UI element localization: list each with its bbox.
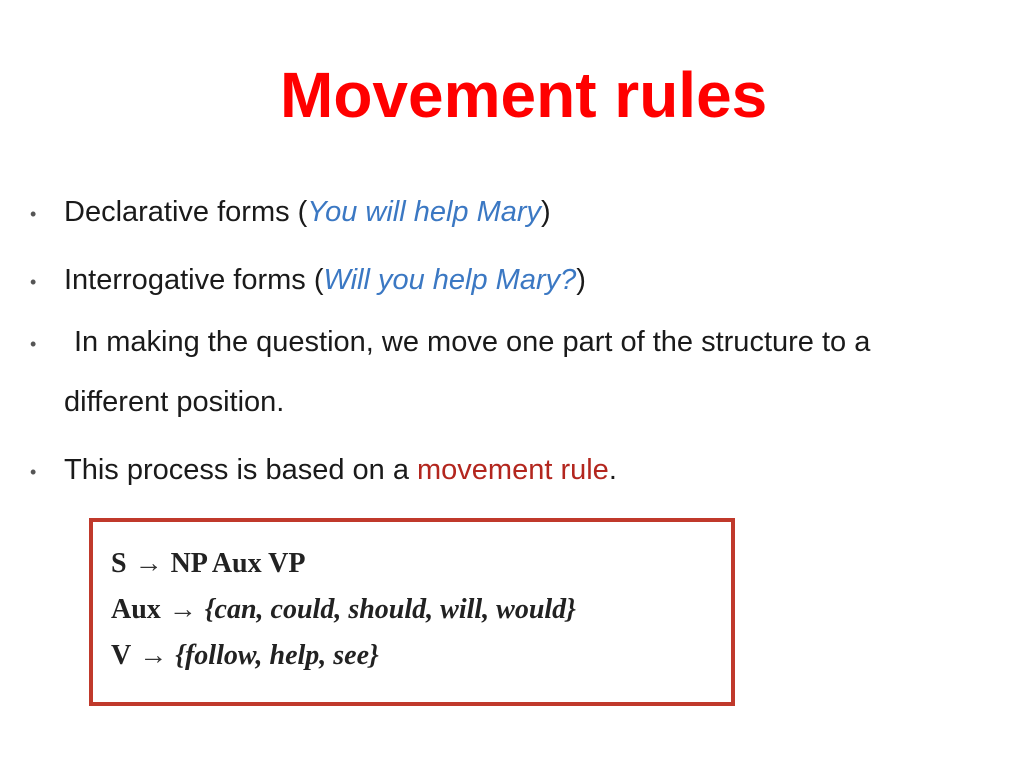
bullet-text-line1: In making the question, we move one part of the structure to a [74,326,871,358]
rule-v [111,640,379,672]
rule-rhs: NP Aux VP [170,548,306,579]
rule-lhs: S [111,548,127,579]
rule-rhs: {follow, help, see} [175,640,379,671]
rule-aux [111,594,576,626]
rule-rhs: {can, could, should, will, would} [204,594,576,625]
bullet-text-after: ) [576,264,586,296]
bullet-text-after: ) [541,196,551,228]
movement-rule-term: movement rule [417,454,609,486]
bullet-text-line2: different position. [64,386,285,418]
bullet-dot: • [30,272,37,292]
rule-lhs: Aux [111,594,161,625]
arrow-icon: → [168,594,197,625]
arrow-icon: → [134,548,163,579]
rule-s [111,548,305,580]
bullet-text [64,264,586,297]
example-sentence: Will you help Mary? [323,264,577,296]
bullet-text-before: This process is based on a [64,454,418,486]
example-sentence: You will help Mary [307,196,542,228]
bullet-dot: • [30,462,37,482]
grammar-rules-box [89,518,735,706]
bullet-dot: • [30,204,37,224]
bullet-text [64,196,551,229]
slide-title: Movement rules [280,59,768,131]
bullet-text-before: Interrogative forms ( [64,264,324,296]
bullet-dot: • [30,334,37,354]
bullet-text-before: Declarative forms ( [64,196,308,228]
rule-lhs: V [111,640,132,671]
bullet-text [64,454,617,487]
arrow-icon: → [139,640,168,671]
bullet-text-after: . [608,454,617,486]
